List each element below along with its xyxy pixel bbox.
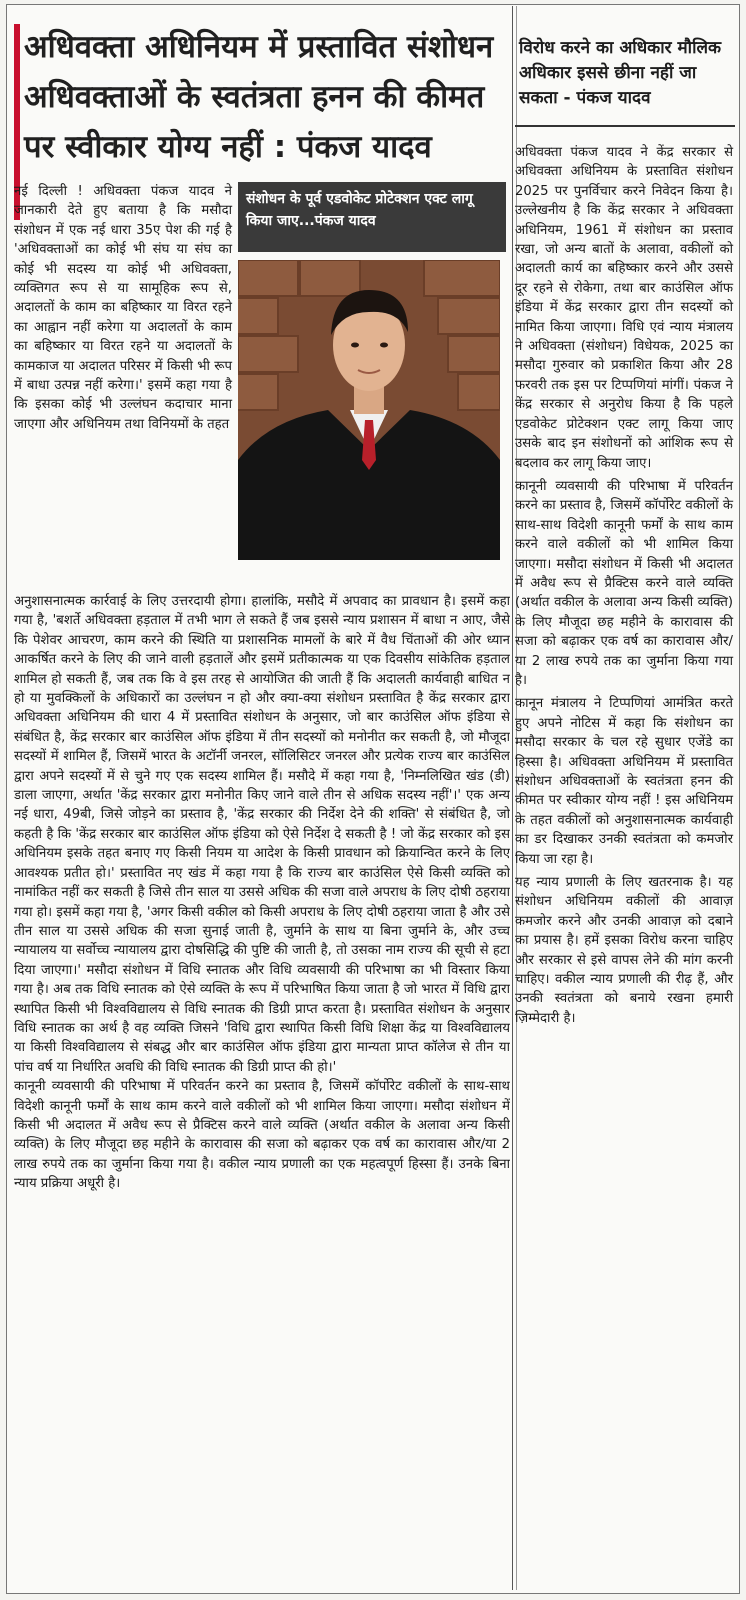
photo-box [238, 182, 506, 572]
side-headline: विरोध करने का अधिकार मौलिक अधिकार इससे छीना नहीं जा सकता - पंकज यादव [519, 38, 722, 108]
lead-section [10, 182, 510, 592]
side-article [515, 8, 735, 1588]
side-paragraph-2: कानूनी व्यवसायी की परिभाषा में परिवर्तन करने का प्रस्ताव है, जिसमें कॉर्पोरेट वकीलों के साथ-साथ विदेशी कानूनी फर्मों के साथ काम करने वाले वकीलों को भी शामिल किया जाएगा। मसौदा संशोधन में किसी भी अदालत में अवैध रूप से प्रैक्टिस करने वाले व्यक्ति (अर्थात वकील के अलावा अन्य किसी व्यक्ति) के लिए मौजूदा छह महीने के कारावास की सजा को बढ़ाकर एक वर्ष का कारावास और/या 2 लाख रुपये तक का जुर्माना किया गया है। [515, 478, 733, 688]
portrait-photo [238, 260, 500, 560]
side-body [515, 143, 735, 1028]
column-divider [512, 6, 513, 1590]
body-paragraph-2: कानूनी व्यवसायी की परिभाषा में परिवर्तन करने का प्रस्ताव है, जिसमें कॉर्पोरेट वकीलों के साथ-साथ विदेशी कानूनी फर्मों के साथ काम करने वाले वकीलों को भी शामिल किया जाएगा। मसौदा संशोधन में किसी भी अदालत में अवैध रूप से प्रैक्टिस करने वाले व्यक्ति (अर्थात वकील के अलावा अन्य किसी व्यक्ति) के लिए मौजूदा छह महीने के कारावास की सजा को बढ़ाकर एक वर्ष का कारावास और/या 2 लाख रुपये तक का जुर्माना किया गया है। वकील न्याय प्रणाली का एक महत्वपूर्ण हिस्सा हैं। उनके बिना न्याय प्रक्रिया अधूरी है। [14, 1079, 510, 1192]
side-divider [515, 125, 735, 127]
main-headline: अधिवक्ता अधिनियम में प्रस्तावित संशोधन अधिवक्ताओं के स्वतंत्रता हनन की कीमत पर स्वीकार योग्य नहीं : पंकज यादव [24, 29, 494, 165]
article-body [10, 592, 510, 1194]
lead-paragraph: नई दिल्ली ! अधिवक्ता पंकज यादव ने जानकारी देते हुए बताया है कि मसौदा संशोधन में एक नई धारा 35ए पेश की गई है 'अधिवक्ताओं का कोई भी संघ या संघ का कोई भी सदस्य या कोई भी अधिवक्ता, व्यक्तिगत रूप से या सामूहिक रूप से, अदालतों के काम का बहिष्कार या विरत रहने का आह्वान नहीं करेगा या अदालतों के काम का बहिष्कार या विरत रहने या अदालतों के कामकाज या अदालत परिसर में किसी भी रूप में बाधा उत्पन्न नहीं करेगा।' इसमें कहा गया है कि इसका कोई भी उल्लंघन कदाचार माना जाएगा और अधिनियम तथा विनियमों के तहत [14, 184, 232, 432]
body-paragraph-1: अनुशासनात्मक कार्रवाई के लिए उत्तरदायी होगा। हालांकि, मसौदे में अपवाद का प्रावधान है। इसमें कहा गया है, 'बशर्ते अधिवक्ता हड़ताल में तभी भाग ले सकते हैं जब इससे न्याय प्रशासन में बाधा न आए, जैसे कि पेशेवर आचरण, काम करने की स्थिति या प्रशासनिक मामलों के बारे में वैध चिंताओं की ओर ध्यान आकर्षित करने के लिए की जाने वाली हड़तालें और इसमें प्रतीकात्मक या एक दिवसीय सांकेतिक हड़ताल शामिल हो सकती हैं, जब तक कि वे इस तरह से आयोजित की जाती हैं कि अदालती कार्यवाही बाधित न हो या मुवक्किलों के अधिकारों का उल्लंघन न हो और क्या-क्या संशोधन प्रस्तावित है केंद्र सरकार द्वारा अधिवक्ता अधिनियम की धारा 4 में प्रस्तावित संशोधन के अनुसार, जो बार काउंसिल ऑफ इंडिया से संबंधित है, केंद्र सरकार बार काउंसिल ऑफ इंडिया में तीन सदस्यों को मनोनीत कर सकती है, जो मौजूदा सदस्यों में शामिल हैं, जिसमें भारत के अटॉर्नी जनरल, सॉलिसिटर जनरल और प्रत्येक राज्य बार काउंसिल द्वारा अपने सदस्यों में से चुने गए एक सदस्य शामिल हैं। मसौदे में कहा गया है, 'निम्नलिखित खंड (डी) डाला जाएगा, अर्थात 'केंद्र सरकार द्वारा मनोनीत किए जाने वाले तीन से अधिक सदस्य नहीं'।' एक अन्य नई धारा, 49बी, जिसे जोड़ने का प्रस्ताव है, 'केंद्र सरकार की निर्देश देने की शक्ति' से संबंधित है, जो कहती है कि 'केंद्र सरकार बार काउंसिल ऑफ इंडिया को ऐसे निर्देश दे सकती है ! जो केंद्र सरकार को इस अधिनियम इसके तहत बनाए गए किसी नियम या आदेश के किसी प्रावधान को क्रियान्वित करने के लिए आवश्यक प्रतीत हो।' प्रस्तावित नए खंड में कहा गया है कि राज्य बार काउंसिल ऐसे किसी व्यक्ति को नामांकित नहीं कर सकती है जिसे तीन साल या उससे अधिक की सजा वाले अपराध के लिए दोषी ठहराया गया हो। इसमें कहा गया है, 'अगर किसी वकील को किसी अपराध के लिए दोषी ठहराया जाता है और उसे तीन साल या उससे अधिक की सजा सुनाई जाती है, जुर्माने के साथ या बिना जुर्माने के, और उच्च न्यायालय या सर्वोच्च न्यायालय द्वारा दोषसिद्धि की पुष्टि की जाती है, तो उसका नाम राज्य की सूची से हटा दिया जाएगा।' मसौदा संशोधन में विधि स्नातक और विधि व्यवसायी की परिभाषा का भी विस्तार किया गया है। अब तक विधि स्नातक को ऐसे व्यक्ति के रूप में परिभाषित किया जाता है जो भारत में विधि द्वारा स्थापित किसी भी विश्वविद्यालय से विधि स्नातक की डिग्री प्राप्त करता है। प्रस्तावित संशोधन के अनुसार विधि स्नातक का अर्थ है वह व्यक्ति जिसने 'विधि द्वारा स्थापित किसी विधि शिक्षा केंद्र या विश्वविद्यालय या किसी विश्वविद्यालय से संबद्ध और बार काउंसिल ऑफ इंडिया द्वारा मान्यता प्राप्त कॉलेज से तीन या पांच वर्ष या निर्धारित अवधि की विधि स्नातक की डिग्री प्राप्त की हो।' [14, 594, 510, 1075]
portrait-illustration [238, 260, 500, 560]
side-paragraph-1: अधिवक्ता पंकज यादव ने केंद्र सरकार से अधिवक्ता अधिनियम के प्रस्तावित संशोधन 2025 पर पुनर्विचार करने निवेदन किया है। उल्लेखनीय है कि केंद्र सरकार ने अधिवक्ता अधिनियम, 1961 में संशोधन का प्रस्ताव रखा, जो अन्य बातों के अलावा, वकीलों को अदालती कार्य का बहिष्कार करने और उससे दूर रहने से रोकेगा, तथा बार काउंसिल ऑफ इंडिया में केंद्र सरकार द्वारा तीन सदस्यों को नामित किया जाएगा। विधि एवं न्याय मंत्रालय ने अधिवक्ता (संशोधन) विधेयक, 2025 का मसौदा गुरुवार को प्रकाशित किया और 28 फरवरी तक इस पर टिप्पणियां मांगीं। पंकज ने केंद्र सरकार से अनुरोध किया है कि पहले एडवोकेट प्रोटेक्शन एक्ट लागू किया जाए उसके बाद इन संशोधनों को आंशिक रूप से बदलाव कर लागू किया जाए। [515, 145, 733, 471]
headline-block [10, 22, 510, 172]
main-article [10, 8, 510, 1588]
side-paragraph-3: कानून मंत्रालय ने टिप्पणियां आमंत्रित करते हुए अपने नोटिस में कहा कि संशोधन का मसौदा सरकार के चल रहे सुधार एजेंडे का हिस्सा है। अधिवक्ता अधिनियम में प्रस्तावित संशोधन अधिवक्ताओं के स्वतंत्रता हनन की कीमत पर स्वीकार योग्य नहीं ! इस अधिनियम के तहत वकीलों को अनुशासनात्मक कार्यवाही का डर दिखाकर उनकी स्वतंत्रता को कमजोर किया जा रहा है। [515, 696, 733, 867]
photo-caption: संशोधन के पूर्व एडवोकेट प्रोटेक्शन एक्ट लागू किया जाए...पंकज यादव [238, 182, 506, 252]
side-paragraph-4: यह न्याय प्रणाली के लिए खतरनाक है। यह संशोधन अधिनियम वकीलों की आवाज़ कमजोर करने और उनकी आवाज़ को दबाने का प्रयास है। हमें इसका विरोध करना चाहिए और सरकार से इसे वापस लेने की मांग करनी चाहिए। वकील न्याय प्रणाली की रीढ़ हैं, और उनकी स्वतंत्रता को बनाये रखना हमारी ज़िम्मेदारी है। [515, 875, 733, 1026]
